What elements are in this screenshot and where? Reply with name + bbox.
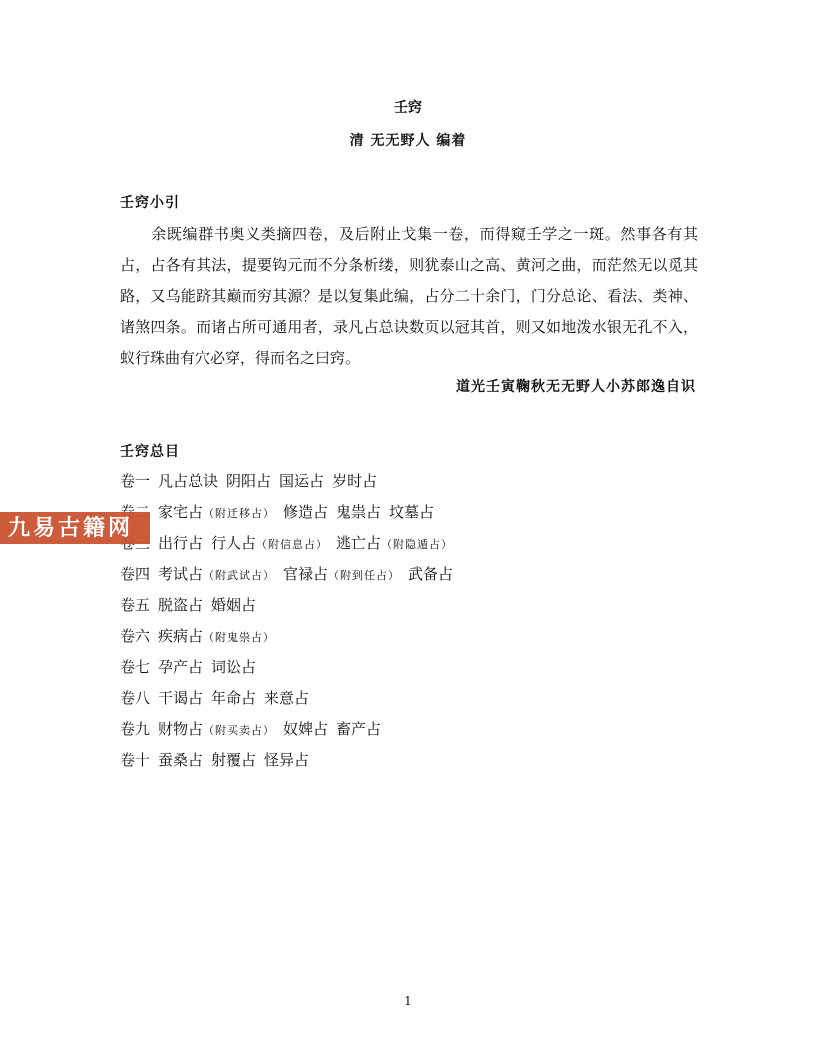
toc-row [120, 497, 461, 528]
toc-entry-text: 家宅占 [158, 503, 204, 521]
toc-row [120, 683, 461, 714]
toc-entry-text: 怪异占 [264, 751, 310, 769]
toc-entry [283, 503, 328, 521]
toc-entry [211, 751, 256, 769]
toc-row [120, 745, 461, 776]
toc-entry-text: 词讼占 [211, 658, 257, 676]
toc-volume-label: 卷九 [120, 720, 151, 738]
toc-list [120, 466, 461, 776]
toc-entry [158, 720, 275, 738]
toc-entry [226, 472, 271, 490]
toc-row [120, 652, 461, 683]
toc-heading: 壬窍总目 [120, 444, 180, 460]
toc-entry [283, 565, 400, 583]
author-line: 清 无无野人 编着 [349, 133, 467, 149]
toc-entry [158, 689, 203, 707]
toc-entry-note: （附武试占） [203, 569, 276, 582]
toc-row [120, 714, 461, 745]
toc-entry [336, 720, 381, 738]
toc-volume-label: 卷十 [120, 751, 151, 769]
toc-entry [158, 534, 203, 552]
toc-entry [389, 503, 434, 521]
toc-entry [211, 658, 256, 676]
toc-row [120, 559, 461, 590]
preface-heading: 壬窍小引 [120, 195, 180, 211]
toc-row [120, 621, 461, 652]
toc-entry [336, 534, 453, 552]
toc-entry-text: 岁时占 [332, 472, 378, 490]
toc-entry-text: 凡占总诀 [158, 472, 219, 490]
toc-volume-label: 卷七 [120, 658, 151, 676]
toc-entry-note: （附隐遁占） [381, 538, 454, 551]
toc-entry-text: 畜产占 [336, 720, 382, 738]
toc-entry-note: （附迁移占） [203, 507, 276, 520]
toc-entry-text: 修造占 [283, 503, 329, 521]
toc-entry [211, 689, 256, 707]
toc-entry-text: 阴阳占 [226, 472, 272, 490]
watermark-logo: 九易古籍网 [0, 512, 150, 544]
toc-entry [158, 627, 275, 645]
toc-entry-text: 年命占 [211, 689, 257, 707]
toc-entry [211, 596, 256, 614]
toc-entry-text: 官禄占 [283, 565, 329, 583]
toc-entry [158, 596, 203, 614]
toc-entry [279, 472, 324, 490]
toc-entry-text: 鬼祟占 [336, 503, 382, 521]
toc-entry [264, 751, 309, 769]
document-title: 壬窍 [394, 100, 422, 116]
toc-entry [158, 565, 275, 583]
toc-entry-text: 疾病占 [158, 627, 204, 645]
toc-entry [211, 534, 328, 552]
toc-entry-note: （附信息占） [256, 538, 329, 551]
page-number: 1 [404, 994, 412, 1008]
toc-row [120, 528, 461, 559]
toc-volume-label: 卷四 [120, 565, 151, 583]
toc-entry-note: （附到任占） [328, 569, 401, 582]
toc-entry-text: 奴婢占 [283, 720, 329, 738]
toc-entry-note: （附鬼祟占） [203, 631, 276, 644]
toc-entry-text: 脱盗占 [158, 596, 204, 614]
toc-volume-label: 卷一 [120, 472, 151, 490]
preface-signature: 道光壬寅鞠秋无无野人小苏郎逸自识 [456, 379, 696, 395]
toc-entry-text: 逃亡占 [336, 534, 382, 552]
toc-entry-text: 财物占 [158, 720, 204, 738]
toc-entry-text: 国运占 [279, 472, 325, 490]
toc-entry [264, 689, 309, 707]
toc-volume-label: 卷八 [120, 689, 151, 707]
toc-entry-note: （附买卖占） [203, 724, 276, 737]
toc-volume-label: 卷五 [120, 596, 151, 614]
toc-entry-text: 来意占 [264, 689, 310, 707]
toc-entry-text: 婚姻占 [211, 596, 257, 614]
toc-entry-text: 武备占 [408, 565, 454, 583]
toc-entry [336, 503, 381, 521]
toc-row [120, 590, 461, 621]
toc-entry [408, 565, 453, 583]
toc-entry [158, 658, 203, 676]
toc-entry-text: 射覆占 [211, 751, 257, 769]
toc-entry [158, 503, 275, 521]
toc-entry [158, 472, 218, 490]
toc-entry [158, 751, 203, 769]
toc-entry-text: 孕产占 [158, 658, 204, 676]
toc-entry-text: 行人占 [211, 534, 257, 552]
toc-entry-text: 考试占 [158, 565, 204, 583]
toc-row [120, 466, 461, 497]
preface-text: 余既编群书奥义类摘四卷，及后附止戈集一卷，而得窥壬学之一斑。然事各有其占，占各有其法，提要钩元而不分条析缕，则犹泰山之高、黄河之曲，而茫然无以觅其路，又乌能跻其巅而穷其源？是以复集此编，占分二十余门，门分总论、看法、类神、诸煞四条。而诸占所可通用者，录凡占总诀数页以冠其首，则又如地泼水银无孔不入，蚁行珠曲有穴必穿，得而名之曰窍。 [120, 225, 698, 367]
toc-entry-text: 干谒占 [158, 689, 204, 707]
toc-entry-text: 蚕桑占 [158, 751, 204, 769]
toc-volume-label: 卷六 [120, 627, 151, 645]
toc-entry-text: 坟墓占 [389, 503, 435, 521]
toc-entry [332, 472, 377, 490]
toc-entry [283, 720, 328, 738]
toc-entry-text: 出行占 [158, 534, 204, 552]
